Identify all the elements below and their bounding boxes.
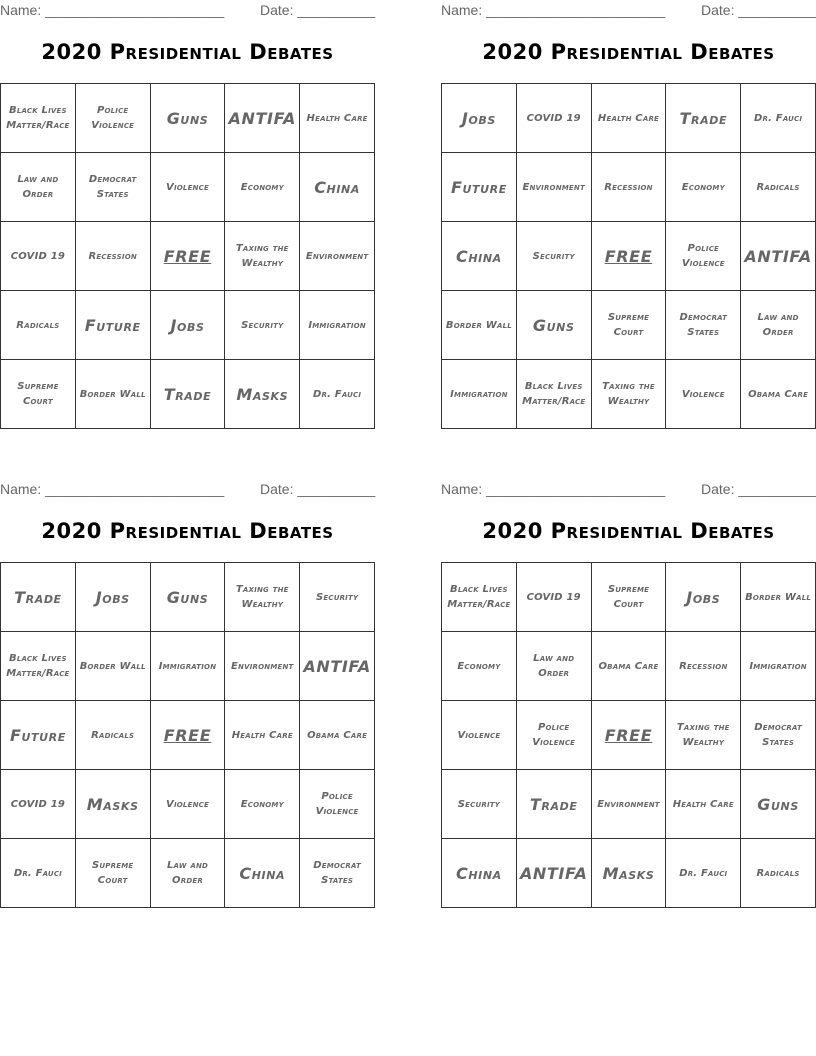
bingo-cell: Border Wall — [75, 360, 150, 429]
bingo-cell: Future — [75, 291, 150, 360]
name-date-line — [441, 2, 816, 20]
grid-row — [1, 84, 375, 153]
bingo-cell: Immigration — [741, 632, 816, 701]
bingo-cell: Trade — [150, 360, 225, 429]
bingo-cell: Law and Order — [1, 153, 76, 222]
bingo-cell: Law and Order — [150, 839, 225, 908]
bingo-cell: Health Care — [225, 701, 300, 770]
date-field-label: Date: __________ — [701, 2, 816, 18]
bingo-cell: Trade — [1, 563, 76, 632]
bingo-cell: Black Lives Matter/Race — [516, 360, 591, 429]
bingo-cell: Dr. Fauci — [666, 839, 741, 908]
bingo-cell: Guns — [516, 291, 591, 360]
bingo-cell: Immigration — [300, 291, 375, 360]
grid-row — [1, 632, 375, 701]
bingo-cell: Masks — [75, 770, 150, 839]
bingo-cell: Economy — [442, 632, 517, 701]
bingo-cell: Democrat States — [75, 153, 150, 222]
name-field-label: Name: _______________________ — [0, 2, 225, 18]
free-space-cell: FREE — [150, 222, 225, 291]
bingo-grid — [441, 83, 816, 429]
name-date-line — [441, 481, 816, 499]
bingo-cell: COVID 19 — [516, 84, 591, 153]
bingo-cell: Supreme Court — [591, 563, 666, 632]
bingo-cell: Taxing the Wealthy — [225, 222, 300, 291]
grid-row — [1, 153, 375, 222]
grid-row — [1, 839, 375, 908]
bingo-cell: Border Wall — [75, 632, 150, 701]
bingo-cell: Police Violence — [516, 701, 591, 770]
name-date-line — [0, 2, 375, 20]
bingo-cell: Supreme Court — [1, 360, 76, 429]
bingo-cell: Radicals — [741, 153, 816, 222]
bingo-cell: Health Care — [300, 84, 375, 153]
grid-row — [442, 360, 816, 429]
bingo-cell: China — [442, 839, 517, 908]
grid-row — [1, 770, 375, 839]
bingo-cell: Violence — [442, 701, 517, 770]
bingo-cell: Economy — [225, 770, 300, 839]
grid-row — [1, 291, 375, 360]
bingo-cell: Jobs — [442, 84, 517, 153]
bingo-cell: Jobs — [150, 291, 225, 360]
bingo-cell: Obama Care — [741, 360, 816, 429]
bingo-cell: Taxing the Wealthy — [666, 701, 741, 770]
bingo-cell: Border Wall — [442, 291, 517, 360]
bingo-cell: Economy — [666, 153, 741, 222]
bingo-cell: Dr. Fauci — [1, 839, 76, 908]
bingo-cell: Obama Care — [591, 632, 666, 701]
bingo-cell: Democrat States — [666, 291, 741, 360]
bingo-cell: China — [225, 839, 300, 908]
bingo-cell: Border Wall — [741, 563, 816, 632]
bingo-cell: Recession — [666, 632, 741, 701]
bingo-cell: China — [300, 153, 375, 222]
bingo-cell: Future — [1, 701, 76, 770]
bingo-cell: China — [442, 222, 517, 291]
bingo-cell: Police Violence — [666, 222, 741, 291]
bingo-grid — [441, 562, 816, 908]
bingo-cell: Guns — [150, 563, 225, 632]
bingo-cell: Environment — [516, 153, 591, 222]
bingo-cell: Black Lives Matter/Race — [442, 563, 517, 632]
bingo-cell: Dr. Fauci — [300, 360, 375, 429]
grid-row — [442, 84, 816, 153]
card-title: 2020 Presidential Debates — [41, 519, 334, 543]
bingo-cell: Black Lives Matter/Race — [1, 632, 76, 701]
grid-row — [1, 360, 375, 429]
bingo-cell: Environment — [591, 770, 666, 839]
bingo-cell: Health Care — [591, 84, 666, 153]
bingo-cell: ANTIFA — [741, 222, 816, 291]
bingo-cell: Health Care — [666, 770, 741, 839]
bingo-cell: Security — [516, 222, 591, 291]
bingo-cell: Law and Order — [741, 291, 816, 360]
grid-row — [442, 701, 816, 770]
bingo-cell: Violence — [150, 770, 225, 839]
grid-row — [442, 632, 816, 701]
bingo-cell: Obama Care — [300, 701, 375, 770]
date-field-label: Date: __________ — [260, 2, 376, 18]
bingo-cell: Security — [300, 563, 375, 632]
bingo-cell: Environment — [300, 222, 375, 291]
bingo-cell: COVID 19 — [1, 770, 76, 839]
bingo-cell: Future — [442, 153, 517, 222]
name-field-label: Name: _______________________ — [441, 2, 666, 18]
free-space-cell: FREE — [591, 222, 666, 291]
bingo-cell: Radicals — [741, 839, 816, 908]
grid-row — [442, 839, 816, 908]
bingo-cell: Police Violence — [300, 770, 375, 839]
name-field-label: Name: _______________________ — [0, 481, 225, 497]
grid-row — [442, 222, 816, 291]
bingo-cell: Trade — [666, 84, 741, 153]
card-title: 2020 Presidential Debates — [41, 40, 334, 64]
bingo-cell: Taxing the Wealthy — [225, 563, 300, 632]
bingo-cell: Environment — [225, 632, 300, 701]
card-title: 2020 Presidential Debates — [482, 40, 775, 64]
bingo-cell: Masks — [225, 360, 300, 429]
bingo-cell: Democrat States — [300, 839, 375, 908]
bingo-cell: Taxing the Wealthy — [591, 360, 666, 429]
name-field-label: Name: _______________________ — [441, 481, 666, 497]
bingo-cell: Supreme Court — [591, 291, 666, 360]
bingo-cell: ANTIFA — [516, 839, 591, 908]
grid-row — [1, 701, 375, 770]
bingo-cell: COVID 19 — [516, 563, 591, 632]
bingo-cell: Guns — [741, 770, 816, 839]
bingo-cell: Masks — [591, 839, 666, 908]
bingo-cell: Recession — [591, 153, 666, 222]
bingo-cell: ANTIFA — [300, 632, 375, 701]
grid-row — [442, 153, 816, 222]
bingo-cell: Trade — [516, 770, 591, 839]
grid-row — [442, 563, 816, 632]
bingo-cell: Jobs — [666, 563, 741, 632]
bingo-cell: ANTIFA — [225, 84, 300, 153]
grid-row — [1, 563, 375, 632]
bingo-cell: Immigration — [442, 360, 517, 429]
grid-row — [442, 291, 816, 360]
grid-row — [442, 770, 816, 839]
bingo-cell: Jobs — [75, 563, 150, 632]
bingo-cell: Security — [225, 291, 300, 360]
bingo-cell: Dr. Fauci — [741, 84, 816, 153]
bingo-cell: Black Lives Matter/Race — [1, 84, 76, 153]
name-date-line — [0, 481, 375, 499]
free-space-cell: FREE — [591, 701, 666, 770]
bingo-grid — [0, 562, 375, 908]
bingo-cell: Recession — [75, 222, 150, 291]
bingo-cell: Police Violence — [75, 84, 150, 153]
card-title: 2020 Presidential Debates — [482, 519, 775, 543]
bingo-cell: Law and Order — [516, 632, 591, 701]
bingo-cell: Security — [442, 770, 517, 839]
bingo-cell: Economy — [225, 153, 300, 222]
bingo-cell: Violence — [150, 153, 225, 222]
bingo-grid — [0, 83, 375, 429]
bingo-cell: Violence — [666, 360, 741, 429]
bingo-cell: Democrat States — [741, 701, 816, 770]
bingo-cell: Guns — [150, 84, 225, 153]
date-field-label: Date: __________ — [701, 481, 816, 497]
bingo-cell: Immigration — [150, 632, 225, 701]
bingo-cell: Supreme Court — [75, 839, 150, 908]
bingo-cell: COVID 19 — [1, 222, 76, 291]
bingo-cell: Radicals — [75, 701, 150, 770]
grid-row — [1, 222, 375, 291]
date-field-label: Date: __________ — [260, 481, 376, 497]
free-space-cell: FREE — [150, 701, 225, 770]
bingo-cell: Radicals — [1, 291, 76, 360]
